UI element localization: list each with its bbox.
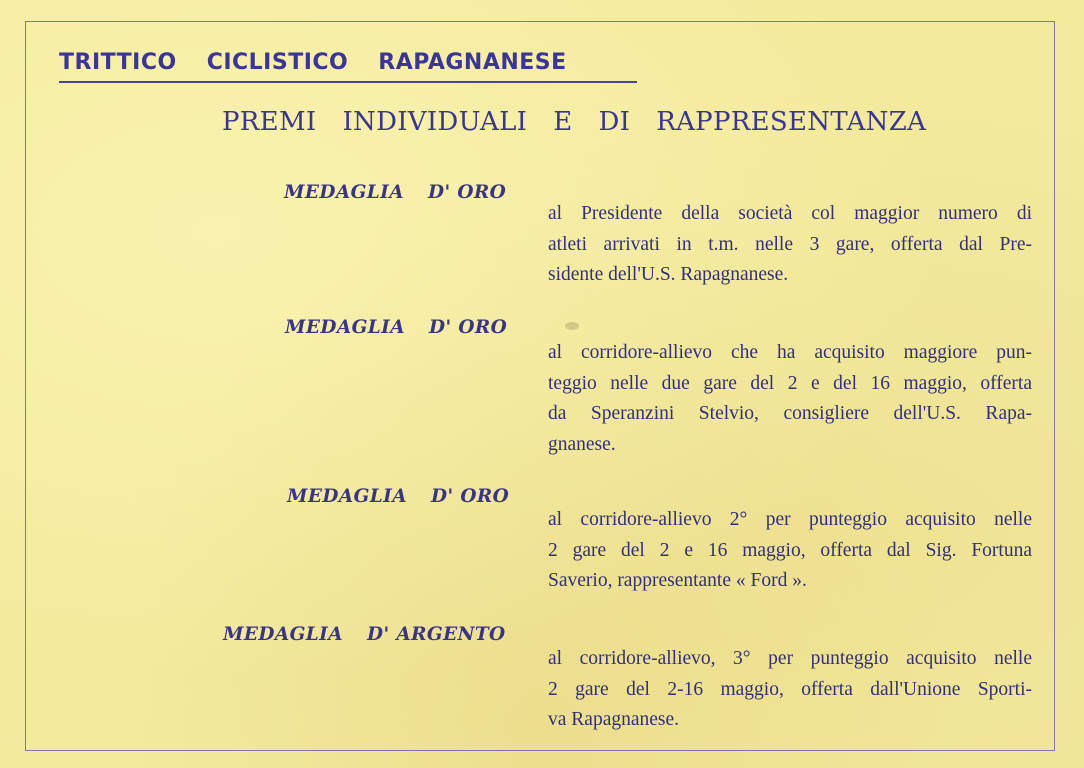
document-header [59,48,567,78]
section-title-word: E [553,107,573,137]
paper-stain [565,322,579,330]
award-description [548,644,1032,736]
award-description-line: atleti arrivati in t.m. nelle 3 gare, offerta dal Pre- [548,233,1032,255]
award-description-line: al corridore-allievo che ha acquisito maggiore pun- [548,342,1032,363]
section-title-word: PREMI [222,107,317,137]
award-description-line: Saverio, rappresentante « Ford ». [548,570,807,591]
award-medal-type: D' ORO [429,317,508,338]
section-title-word: RAPPRESENTANZA [656,107,927,137]
award-description-line: da Speranzini Stelvio, consigliere dell'U.S. Rapa- [548,403,1032,424]
award-medal-type: D' ORO [431,486,510,507]
award-title [287,485,509,509]
section-title-word: INDIVIDUALI [342,107,528,137]
award-description-line: al corridore-allievo 2° per punteggio acquisito nelle [548,509,1032,530]
award-description-line: va Rapagnanese. [548,709,680,730]
award-description-line: 2 gare del 2 e 16 maggio, offerta dal Sig. Fortuna [548,539,1032,561]
award-description-line: sidente dell'U.S. Rapagnanese. [548,264,789,285]
header-word: TRITTICO [59,50,177,75]
award-medal-word: MEDAGLIA [223,624,343,645]
award-medal-type: D' ORO [428,182,507,203]
award-title [285,316,507,340]
award-description [548,199,1032,291]
award-medal-word: MEDAGLIA [287,486,407,507]
award-description-line: teggio nelle due gare del 2 e del 16 maggio, offerta [548,372,1032,394]
header-word: CICLISTICO [206,50,349,75]
header-word: RAPAGNANESE [378,50,567,75]
award-title [284,181,506,205]
award-description [548,338,1032,460]
award-description-line: al corridore-allievo, 3° per punteggio acquisito nelle [548,648,1032,669]
award-medal-word: MEDAGLIA [285,317,405,338]
award-medal-type: D' ARGENTO [367,624,506,645]
award-description-line: 2 gare del 2-16 maggio, offerta dall'Unione Sporti- [548,678,1032,700]
section-title-word: DI [598,107,631,137]
section-title [222,102,926,142]
award-title [223,623,506,647]
award-description [548,505,1032,597]
award-description-line: al Presidente della società col maggior numero di [548,203,1032,224]
award-medal-word: MEDAGLIA [284,182,404,203]
award-description-line: gnanese. [548,433,616,455]
header-underline [59,81,637,83]
